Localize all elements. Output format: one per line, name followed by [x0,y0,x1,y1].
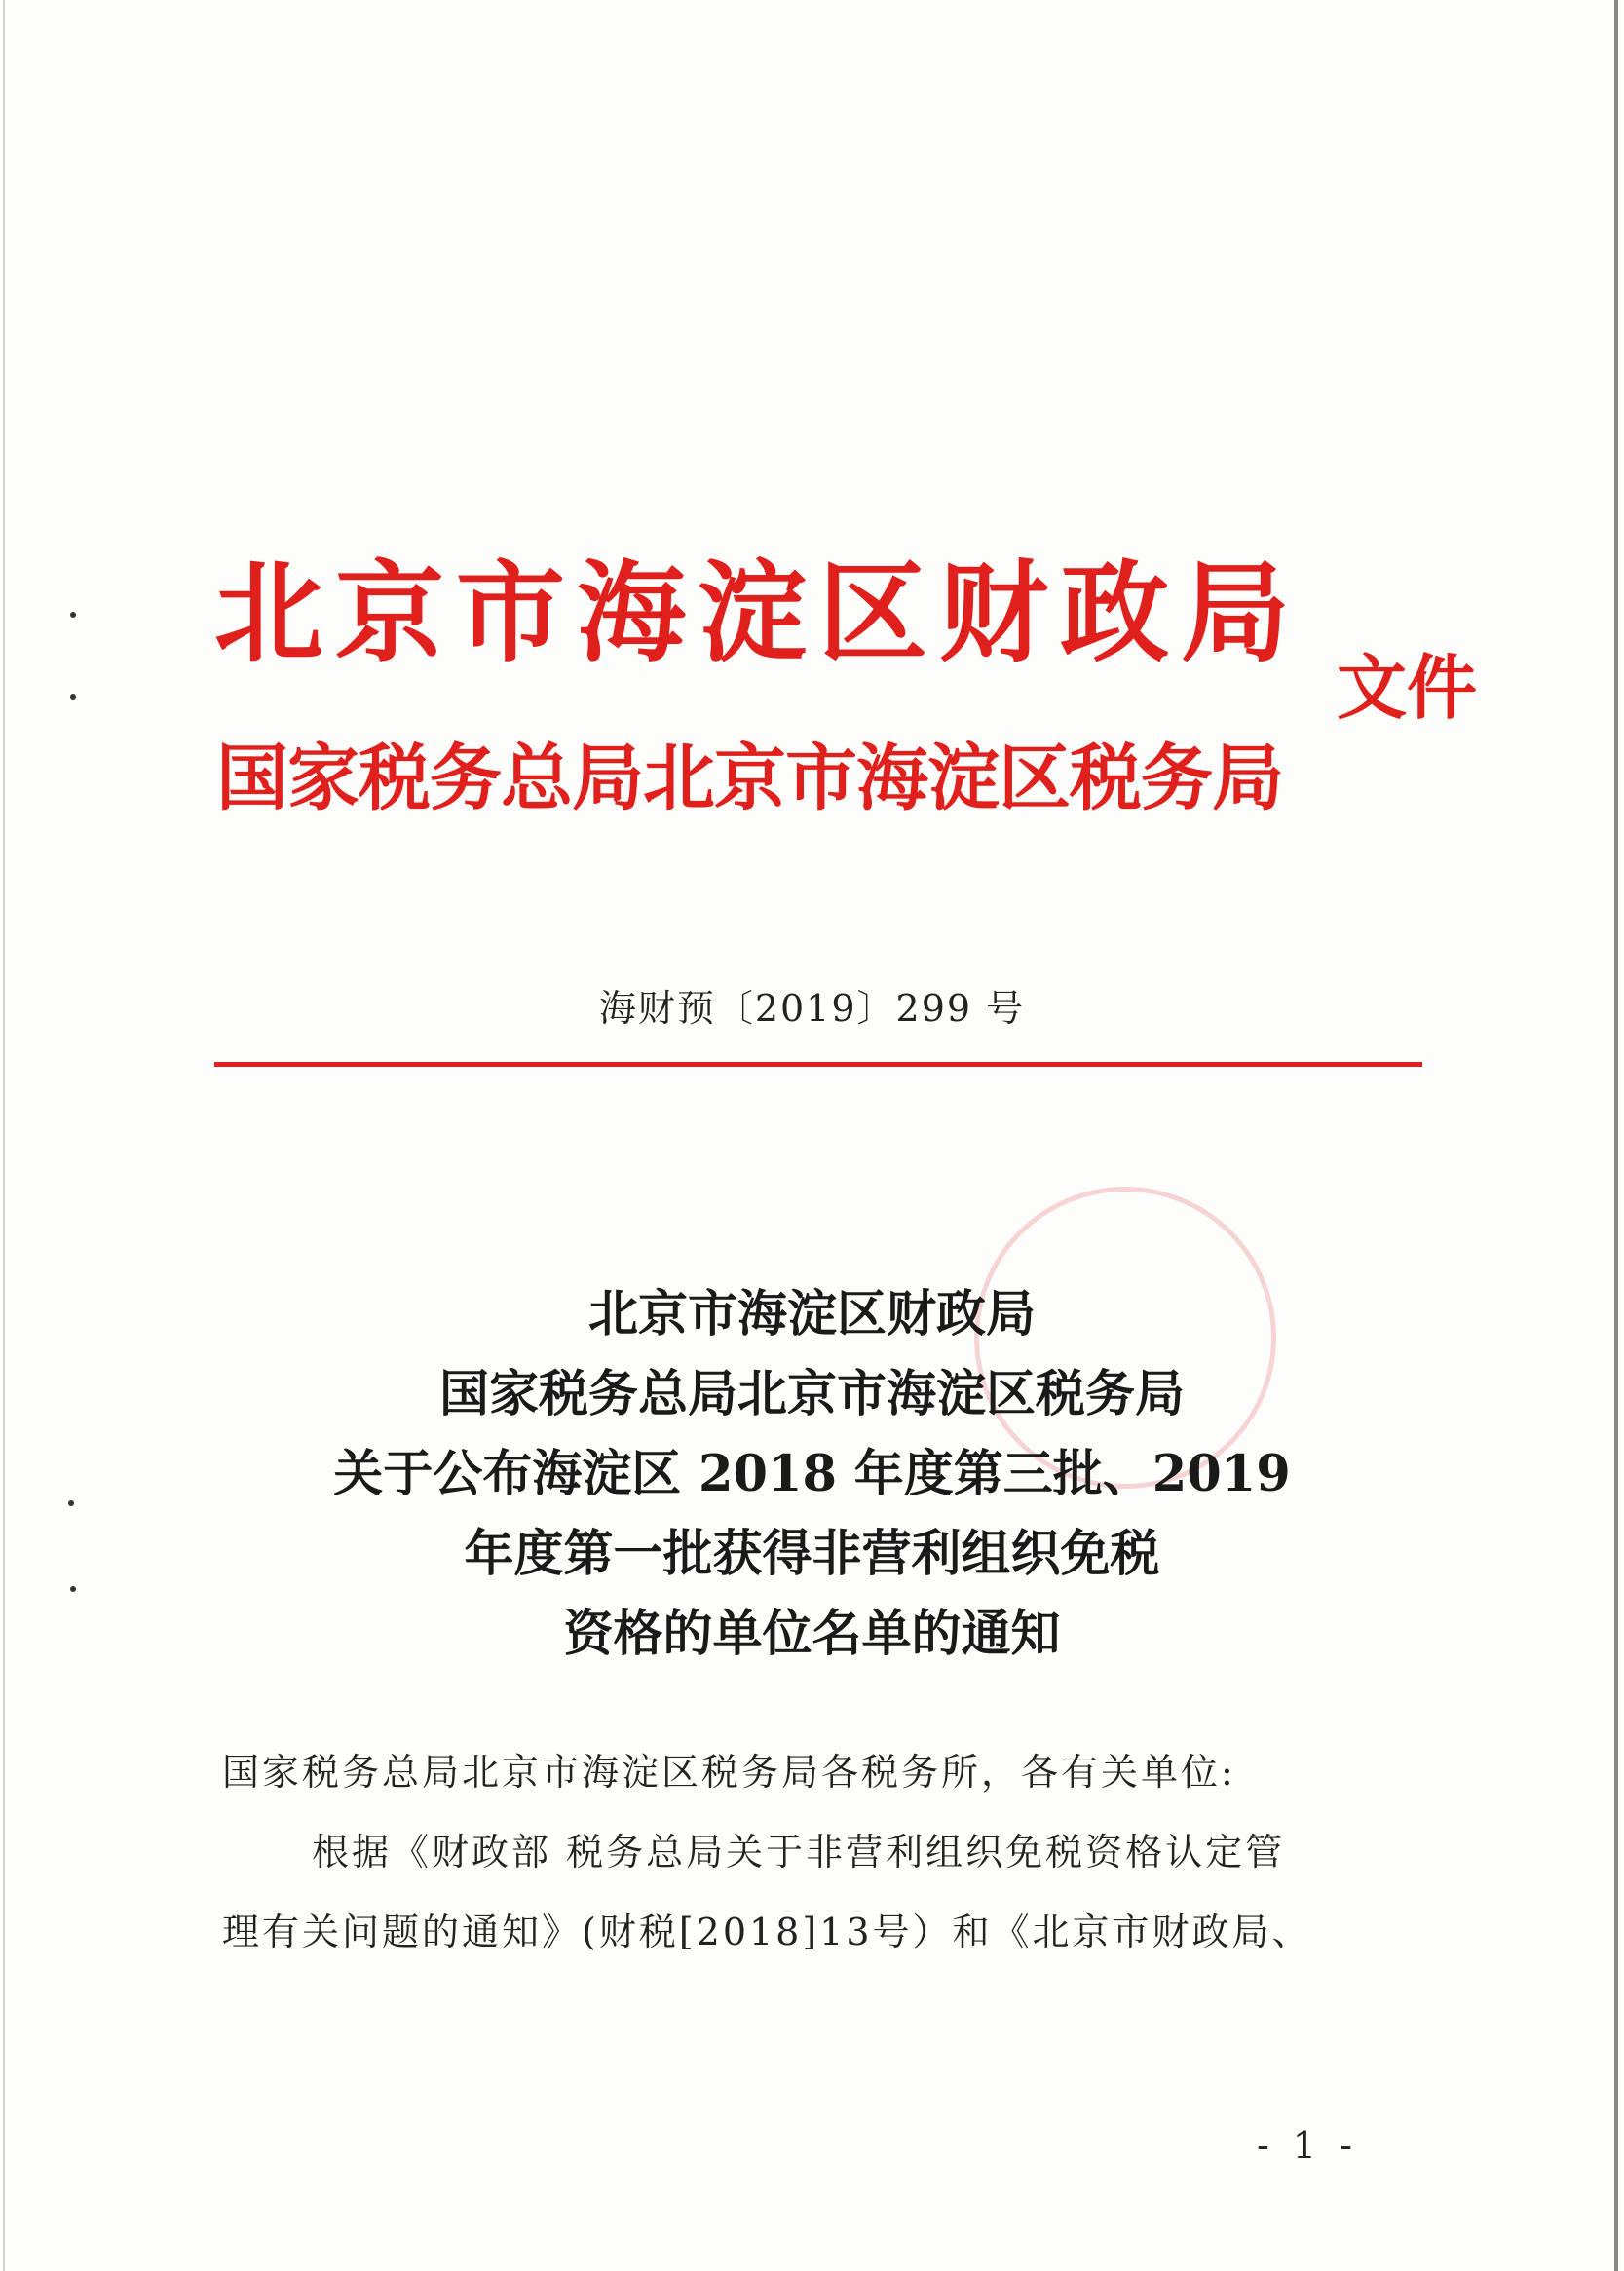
body-paragraph-line: 根据《财政部 税务总局关于非营利组织免税资格认定管 [312,1831,1286,1874]
binding-hole-mark [70,694,76,700]
body-paragraph-line: 理有关问题的通知》(财税[2018]13号）和《北京市财政局、 [222,1911,1312,1953]
salutation: 国家税务总局北京市海淀区税务局各税务所，各有关单位: [222,1751,1236,1794]
title-line: 国家税务总局北京市海淀区税务局 [438,1365,1185,1423]
letterhead-issuer-2: 国家税务总局北京市海淀区税务局 [216,737,1283,820]
red-separator-line [214,1062,1422,1067]
binding-hole-mark [70,612,76,618]
title-line: 资格的单位名单的通知 [563,1605,1061,1663]
scan-edge-left [3,0,5,2271]
page-number: - 1 - [1257,2124,1359,2167]
title-line: 北京市海淀区财政局 [587,1285,1036,1344]
document-title [0,1274,1624,1674]
letterhead-suffix: 文件 [1337,646,1478,729]
letterhead-issuer-1: 北京市海淀区财政局 [214,549,1302,677]
document-number: 海财预〔2019〕299 号 [598,987,1026,1030]
title-line: 关于公布海淀区 2018 年度第三批、2019 [333,1445,1291,1503]
title-line: 年度第一批获得非营利组织免税 [464,1525,1160,1583]
scan-edge-right [1614,0,1618,2271]
